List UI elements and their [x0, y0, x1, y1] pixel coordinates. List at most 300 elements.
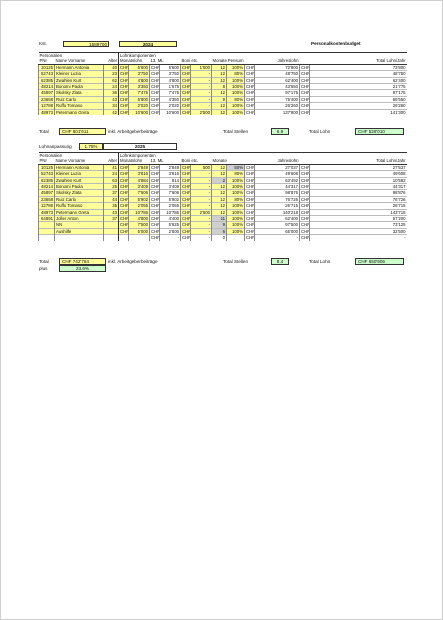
cell-total: 73'125: [310, 222, 407, 228]
lohnanpassung-label: Lohnanpassung: [39, 144, 72, 149]
cell-jahreslohn-cur: CHF: [246, 171, 255, 177]
cell-boni-cur[interactable]: CHF: [182, 216, 191, 222]
cell-boni-cur[interactable]: CHF: [182, 190, 191, 196]
cell-boni[interactable]: -: [191, 77, 212, 83]
cell-name[interactable]: Ruiz Carlo: [55, 196, 104, 202]
cell-ml13: 10'786: [160, 209, 181, 215]
cell-boni[interactable]: -: [191, 177, 212, 183]
cell-pensum[interactable]: [227, 235, 245, 241]
col-pnr: PNr: [39, 58, 55, 64]
total-lohn-label: Total Lohn: [309, 129, 331, 134]
cell-ml13: 4'800: [160, 77, 181, 83]
cell-boni[interactable]: -: [191, 103, 212, 109]
cell-ml13-cur: CHF: [151, 164, 160, 170]
cell-alter[interactable]: 24: [104, 84, 119, 90]
header-personalien: Personalien: [39, 153, 119, 159]
col-pnr: PNr: [39, 158, 55, 164]
cell-name[interactable]: Petermann Greta: [55, 109, 104, 115]
cell-alter[interactable]: 34: [104, 103, 119, 109]
col-boni: Boni etc.: [181, 58, 212, 64]
cell-monatslohn-cur[interactable]: CHF: [120, 109, 129, 115]
cell-jahreslohn: 26'260: [255, 103, 300, 109]
cell-name[interactable]: Ruffo Tomaso: [55, 103, 104, 109]
cell-total: 32'500: [310, 228, 407, 234]
cell-ml13: -: [160, 235, 181, 241]
cell-alter[interactable]: 44: [104, 196, 119, 202]
cell-jahreslohn-cur: CHF: [246, 222, 255, 228]
total-value-cell: CHF 601'611: [59, 128, 106, 135]
cell-name[interactable]: Skolsky Zlata: [55, 90, 104, 96]
cell-pensum[interactable]: 100%: [227, 64, 245, 70]
cell-boni[interactable]: -: [191, 228, 212, 234]
cell-total: 73'800: [310, 64, 407, 70]
cell-jahreslohn: 44'317: [255, 184, 300, 190]
cell-monatslohn[interactable]: 10'600: [129, 109, 150, 115]
cell-pnr[interactable]: 52743: [39, 71, 55, 77]
cell-monatslohn[interactable]: 2'020: [129, 103, 150, 109]
cell-ml13-cur: CHF: [151, 209, 160, 215]
cell-total: 62'400: [310, 77, 407, 83]
cell-monatslohn[interactable]: 3'750: [129, 71, 150, 77]
cell-monatslohn[interactable]: 10'786: [129, 209, 150, 215]
cell-alter[interactable]: 37: [104, 190, 119, 196]
cell-pensum[interactable]: 100%: [227, 222, 245, 228]
budget-table-2024: [38, 52, 407, 115]
cell-boni-cur[interactable]: CHF: [182, 96, 191, 102]
cell-monatslohn-cur[interactable]: CHF: [120, 164, 129, 170]
incl-label: inkl. Arbeitgeberbeiträge: [108, 129, 158, 134]
cell-total: 97'175: [310, 90, 407, 96]
col-monatslohn: Monatslohn: [119, 58, 150, 64]
cell-total: 44'317: [310, 184, 407, 190]
cell-boni-cur[interactable]: CHF: [182, 64, 191, 70]
lohnanpassung-year: 2025: [103, 143, 177, 150]
cell-pnr[interactable]: 45897: [39, 90, 55, 96]
cell-total: 76'726: [310, 196, 407, 202]
cell-boni-cur[interactable]: CHF: [182, 164, 191, 170]
cell-boni-cur[interactable]: CHF: [182, 235, 191, 241]
cell-pensum[interactable]: 100%: [227, 77, 245, 83]
cell-ml13-cur: CHF: [151, 71, 160, 77]
cell-monatslohn[interactable]: 5'000: [129, 228, 150, 234]
cell-boni-cur[interactable]: CHF: [182, 228, 191, 234]
col-alter: Alter: [104, 58, 119, 64]
cell-total-cur: CHF: [301, 96, 310, 102]
cell-jahreslohn-cur: CHF: [246, 235, 255, 241]
year-cell[interactable]: 2024: [119, 41, 177, 48]
cell-boni[interactable]: 2'500: [191, 209, 212, 215]
cell-monate[interactable]: 12: [212, 209, 227, 215]
cell-monatslohn-cur[interactable]: CHF: [120, 222, 129, 228]
cell-pensum[interactable]: 100%: [227, 177, 245, 183]
cell-boni[interactable]: -: [191, 90, 212, 96]
cell-ml13-cur: CHF: [151, 222, 160, 228]
cell-monatslohn[interactable]: 4'800: [129, 216, 150, 222]
cell-boni[interactable]: 500: [191, 164, 212, 170]
cell-jahreslohn-cur: CHF: [246, 96, 255, 102]
cell-monatslohn-cur[interactable]: [119, 235, 129, 241]
cell-monatslohn[interactable]: 7'606: [129, 190, 150, 196]
cell-alter[interactable]: 62: [104, 77, 119, 83]
cell-monate[interactable]: 12: [212, 71, 227, 77]
cell-alter[interactable]: 37: [104, 216, 119, 222]
cell-total: 27'537: [310, 164, 407, 170]
total-label: Total: [39, 129, 49, 134]
cell-jahreslohn: 76'726: [255, 196, 300, 202]
cell-name[interactable]: Bonomi Paola: [55, 184, 104, 190]
cell-total: 143'718: [310, 209, 407, 215]
cell-total-cur: CHF: [301, 235, 310, 241]
cell-total: -: [310, 235, 407, 241]
cell-boni-cur[interactable]: CHF: [182, 184, 191, 190]
cell-ml13-cur: CHF: [151, 235, 160, 241]
incl-label: inkl. Arbeitgeberbeiträge: [108, 259, 158, 264]
cell-monate[interactable]: 12: [212, 190, 227, 196]
lohnanpassung-percent-cell[interactable]: 1.75%: [79, 143, 103, 150]
cell-jahreslohn-cur: CHF: [246, 71, 255, 77]
cell-monate[interactable]: 12: [212, 184, 227, 190]
cell-monate[interactable]: 12: [212, 90, 227, 96]
cell-monatslohn-cur[interactable]: CHF: [120, 203, 129, 209]
cell-ml13: 4'400: [160, 216, 181, 222]
cell-pnr[interactable]: 64891: [39, 216, 55, 222]
cell-monate[interactable]: 12: [212, 171, 227, 177]
cell-ml13-cur: CHF: [151, 84, 160, 90]
cell-total: 10'582: [310, 177, 407, 183]
total-stellen-label: Total Stellen: [223, 129, 249, 134]
cell-pnr[interactable]: 23658: [39, 196, 55, 202]
cell-ml13: 10'600: [160, 109, 181, 115]
col-jahreslohn: Jahreslohn: [245, 58, 300, 64]
cell-monatslohn-cur[interactable]: CHF: [120, 171, 129, 177]
cell-alter[interactable]: 24: [104, 171, 119, 177]
cell-jahreslohn-cur: CHF: [246, 64, 255, 70]
cell-pensum[interactable]: 80%: [227, 96, 245, 102]
cell-monate[interactable]: 12: [212, 203, 227, 209]
cell-monatslohn-cur[interactable]: CHF: [120, 184, 129, 190]
cell-monatslohn-cur[interactable]: CHF: [120, 84, 129, 90]
cell-total-cur: CHF: [301, 196, 310, 202]
cell-pnr[interactable]: 12788: [39, 103, 55, 109]
cell-monatslohn[interactable]: 5'600: [129, 64, 150, 70]
cell-monate[interactable]: 6: [212, 228, 227, 234]
total-lohn-value: CHF 650'906: [355, 258, 404, 265]
cell-name[interactable]: NN: [55, 222, 104, 228]
header-lohnkomponenten: Lohnkomponenten: [119, 153, 407, 159]
cell-pensum[interactable]: 80%: [227, 196, 245, 202]
cell-alter[interactable]: 43: [104, 209, 119, 215]
cell-pensum[interactable]: 100%: [227, 190, 245, 196]
cell-alter[interactable]: 35: [104, 203, 119, 209]
cell-monatslohn-cur[interactable]: CHF: [120, 196, 129, 202]
cell-ml13-cur: CHF: [151, 177, 160, 183]
cell-monatslohn-cur[interactable]: CHF: [120, 190, 129, 196]
cell-pnr[interactable]: 12788: [39, 203, 55, 209]
cell-pnr[interactable]: [39, 235, 55, 241]
cell-ml13-cur: CHF: [151, 90, 160, 96]
cell-name[interactable]: [55, 235, 104, 241]
cell-boni[interactable]: -: [191, 96, 212, 102]
cell-boni[interactable]: -: [191, 222, 212, 228]
cell-pnr[interactable]: 48973: [39, 209, 55, 215]
cell-name[interactable]: Zwahlen Kurt: [55, 177, 104, 183]
cell-ml13: 3'750: [160, 71, 181, 77]
cell-pnr[interactable]: 62385: [39, 77, 55, 83]
budget-table-2025: [38, 152, 407, 241]
col-13ml: 13. ML: [150, 58, 181, 64]
cell-total: 26'260: [310, 103, 407, 109]
cell-monatslohn[interactable]: 3'350: [129, 84, 150, 90]
cell-jahreslohn-cur: CHF: [246, 203, 255, 209]
cell-jahreslohn: 43'550: [255, 84, 300, 90]
total-stellen-label: Total Stellen: [223, 259, 249, 264]
cell-monate[interactable]: 2: [212, 177, 227, 183]
cell-total-cur: CHF: [301, 222, 310, 228]
cell-jahreslohn: -: [255, 235, 300, 241]
cell-alter[interactable]: [104, 235, 119, 241]
cell-ml13: 2'500: [160, 228, 181, 234]
cell-jahreslohn-cur: CHF: [246, 103, 255, 109]
cell-monatslohn[interactable]: 7'475: [129, 90, 150, 96]
cell-monatslohn[interactable]: 3'409: [129, 184, 150, 190]
cell-ml13: 5'600: [160, 64, 181, 70]
cell-ml13-cur: CHF: [151, 216, 160, 222]
table-row: [39, 109, 407, 115]
cell-monate[interactable]: 9: [212, 96, 227, 102]
cell-boni-cur[interactable]: CHF: [182, 209, 191, 215]
cell-jahreslohn: 63'492: [255, 177, 300, 183]
cell-jahreslohn-cur: CHF: [246, 90, 255, 96]
cell-boni[interactable]: -: [191, 184, 212, 190]
cell-pnr[interactable]: 23658: [39, 96, 55, 102]
cell-monatslohn-cur[interactable]: CHF: [120, 64, 129, 70]
cell-monatslohn[interactable]: 5'902: [129, 196, 150, 202]
cell-monate[interactable]: 0: [212, 235, 227, 241]
cell-pensum[interactable]: 80%: [227, 71, 245, 77]
col-alter: Alter: [104, 158, 119, 164]
cell-boni-cur[interactable]: CHF: [182, 109, 191, 115]
cell-monatslohn-cur[interactable]: CHF: [120, 77, 129, 83]
cell-name[interactable]: Kleiner Luzia: [55, 71, 104, 77]
col-total: Total Lohn/Jahr: [300, 58, 407, 64]
cell-monatslohn-cur[interactable]: CHF: [120, 216, 129, 222]
cell-boni-cur[interactable]: CHF: [182, 103, 191, 109]
cell-ml13: 4'350: [160, 96, 181, 102]
cell-ml13-cur: CHF: [151, 77, 160, 83]
cell-boni-cur[interactable]: CHF: [182, 196, 191, 202]
cell-monatslohn-cur[interactable]: CHF: [120, 103, 129, 109]
cell-ml13: 5'902: [160, 196, 181, 202]
cell-name[interactable]: Petermann Greta: [55, 209, 104, 215]
cell-monatslohn-cur[interactable]: CHF: [120, 177, 129, 183]
cell-boni-cur[interactable]: CHF: [182, 222, 191, 228]
cell-monate[interactable]: 8: [212, 84, 227, 90]
cell-boni[interactable]: 1'000: [191, 64, 212, 70]
cell-name[interactable]: Ruiz Carlo: [55, 96, 104, 102]
cell-monatslohn-cur[interactable]: CHF: [120, 209, 129, 215]
kst-value-cell[interactable]: 1589700: [63, 41, 109, 48]
cell-jahreslohn-cur: CHF: [246, 228, 255, 234]
cell-total-cur: CHF: [301, 103, 310, 109]
cell-monate[interactable]: 12: [212, 109, 227, 115]
cell-monatslohn[interactable]: 7'500: [129, 222, 150, 228]
cell-monatslohn-cur[interactable]: CHF: [120, 96, 129, 102]
cell-pnr[interactable]: 52743: [39, 171, 55, 177]
cell-boni[interactable]: -: [191, 235, 212, 241]
cell-boni-cur[interactable]: CHF: [182, 90, 191, 96]
col-13ml: 13. ML: [150, 158, 181, 164]
cell-ml13-cur: CHF: [151, 228, 160, 234]
cell-ml13: 7'475: [160, 90, 181, 96]
cell-alter[interactable]: 23: [104, 71, 119, 77]
cell-pnr[interactable]: 48214: [39, 184, 55, 190]
cell-pnr[interactable]: 10125: [39, 164, 55, 170]
cell-alter[interactable]: 25: [104, 184, 119, 190]
col-monate: Monate: [212, 158, 227, 164]
cell-pnr[interactable]: 10125: [39, 64, 55, 70]
cell-monate[interactable]: 12: [212, 64, 227, 70]
cell-total-cur: CHF: [301, 90, 310, 96]
cell-boni-cur[interactable]: CHF: [182, 77, 191, 83]
cell-ml13-cur: CHF: [151, 96, 160, 102]
cell-name[interactable]: Zwahlen Kurt: [55, 77, 104, 83]
cell-total-cur: CHF: [301, 77, 310, 83]
cell-ml13: 2'020: [160, 103, 181, 109]
cell-total-cur: CHF: [301, 71, 310, 77]
cell-jahreslohn-cur: CHF: [246, 190, 255, 196]
cell-name[interactable]: Kleiner Luzia: [55, 171, 104, 177]
cell-boni-cur[interactable]: CHF: [182, 71, 191, 77]
cell-total: 98'876: [310, 190, 407, 196]
cell-pensum[interactable]: 100%: [227, 228, 245, 234]
cell-jahreslohn-cur: CHF: [246, 77, 255, 83]
cell-monate[interactable]: 11: [212, 216, 227, 222]
cell-name[interactable]: Ruffo Tomaso: [55, 203, 104, 209]
col-boni: Boni etc.: [181, 158, 212, 164]
cell-jahreslohn: 26'715: [255, 203, 300, 209]
cell-jahreslohn: 140'218: [255, 209, 300, 215]
cell-ml13: 3'816: [160, 171, 181, 177]
cell-boni-cur[interactable]: CHF: [182, 84, 191, 90]
cell-jahreslohn: 65'000: [255, 228, 300, 234]
total-stellen-value: 8.4: [271, 258, 289, 265]
cell-alter[interactable]: 41: [104, 164, 119, 170]
cell-monate[interactable]: 12: [212, 196, 227, 202]
cell-monatslohn[interactable]: 4'884: [129, 177, 150, 183]
cell-jahreslohn: 75'400: [255, 96, 300, 102]
cell-monatslohn[interactable]: 4'800: [129, 77, 150, 83]
cell-jahreslohn: 72'800: [255, 64, 300, 70]
cell-boni[interactable]: -: [191, 71, 212, 77]
cell-pensum[interactable]: 100%: [227, 90, 245, 96]
cell-monatslohn-cur[interactable]: CHF: [120, 228, 129, 234]
cell-alter[interactable]: 42: [104, 109, 119, 115]
cell-pnr[interactable]: 48214: [39, 84, 55, 90]
cell-name[interactable]: Joller Anton: [55, 216, 104, 222]
cell-total-cur: CHF: [301, 209, 310, 215]
cell-boni[interactable]: -: [191, 190, 212, 196]
cell-name[interactable]: Skolsky Zlata: [55, 190, 104, 196]
cell-pensum[interactable]: 80%: [227, 171, 245, 177]
cell-total: 141'300: [310, 109, 407, 115]
cell-boni-cur[interactable]: CHF: [182, 177, 191, 183]
cell-pensum[interactable]: 100%: [227, 216, 245, 222]
cell-pensum[interactable]: 100%: [227, 184, 245, 190]
page-title: Personalkostenbudget: [311, 41, 361, 46]
cell-total-cur: CHF: [301, 84, 310, 90]
cell-monatslohn-cur[interactable]: CHF: [120, 90, 129, 96]
total-lohn-label: Total Lohn: [309, 259, 331, 264]
cell-total-cur: CHF: [301, 177, 310, 183]
cell-monatslohn[interactable]: 2'849: [129, 164, 150, 170]
cell-alter[interactable]: 43: [104, 96, 119, 102]
cell-boni[interactable]: -: [191, 196, 212, 202]
table-row: [39, 235, 407, 241]
cell-pensum[interactable]: 100%: [227, 103, 245, 109]
cell-pnr[interactable]: 62385: [39, 177, 55, 183]
cell-jahreslohn-cur: CHF: [246, 164, 255, 170]
header-lohnkomponenten: Lohnkomponenten: [119, 53, 407, 59]
cell-boni[interactable]: -: [191, 203, 212, 209]
cell-monatslohn[interactable]: [129, 235, 150, 241]
cell-monatslohn[interactable]: 5'800: [129, 96, 150, 102]
cell-jahreslohn: 49'608: [255, 171, 300, 177]
cell-jahreslohn-cur: CHF: [246, 209, 255, 215]
cell-total-cur: CHF: [301, 164, 310, 170]
cell-alter[interactable]: 36: [104, 90, 119, 96]
cell-pnr[interactable]: 45897: [39, 190, 55, 196]
plus-label: plus: [39, 266, 48, 271]
cell-monatslohn-cur[interactable]: CHF: [120, 71, 129, 77]
cell-boni[interactable]: 2'500: [191, 109, 212, 115]
cell-boni-cur[interactable]: CHF: [182, 203, 191, 209]
cell-pensum[interactable]: 100%: [227, 203, 245, 209]
cell-monate[interactable]: 12: [212, 77, 227, 83]
cell-total-cur: CHF: [301, 184, 310, 190]
cell-name[interactable]: Hermann Antonia: [55, 164, 104, 170]
cell-name[interactable]: Aushilfe: [55, 228, 104, 234]
total-lohn-value: CHF 528'010: [355, 128, 404, 135]
cell-name[interactable]: Hermann Antonia: [55, 64, 104, 70]
cell-total: 49'608: [310, 171, 407, 177]
cell-pensum[interactable]: 100%: [227, 84, 245, 90]
cell-boni-cur[interactable]: CHF: [182, 171, 191, 177]
cell-alter[interactable]: 40: [104, 64, 119, 70]
cell-boni[interactable]: -: [191, 216, 212, 222]
cell-name[interactable]: Bonomi Paola: [55, 84, 104, 90]
cell-jahreslohn: 62'400: [255, 77, 300, 83]
cell-monatslohn[interactable]: 3'816: [129, 171, 150, 177]
cell-jahreslohn: 98'876: [255, 190, 300, 196]
cell-pnr[interactable]: 48973: [39, 109, 55, 115]
cell-jahreslohn: 48'750: [255, 71, 300, 77]
cell-jahreslohn-cur: CHF: [246, 177, 255, 183]
cell-monate[interactable]: 12: [212, 103, 227, 109]
col-total: Total Lohn/Jahr: [300, 158, 407, 164]
cell-ml13-cur: CHF: [151, 64, 160, 70]
cell-ml13-cur: CHF: [151, 103, 160, 109]
cell-pensum[interactable]: 100%: [227, 109, 245, 115]
cell-monate[interactable]: 9: [212, 222, 227, 228]
cell-ml13-cur: CHF: [151, 171, 160, 177]
cell-boni[interactable]: -: [191, 84, 212, 90]
cell-boni[interactable]: -: [191, 171, 212, 177]
cell-alter[interactable]: 63: [104, 177, 119, 183]
cell-pensum[interactable]: 50%: [227, 164, 245, 170]
cell-monatslohn[interactable]: 2'055: [129, 203, 150, 209]
cell-monate[interactable]: 12: [212, 164, 227, 170]
cell-pensum[interactable]: 100%: [227, 209, 245, 215]
